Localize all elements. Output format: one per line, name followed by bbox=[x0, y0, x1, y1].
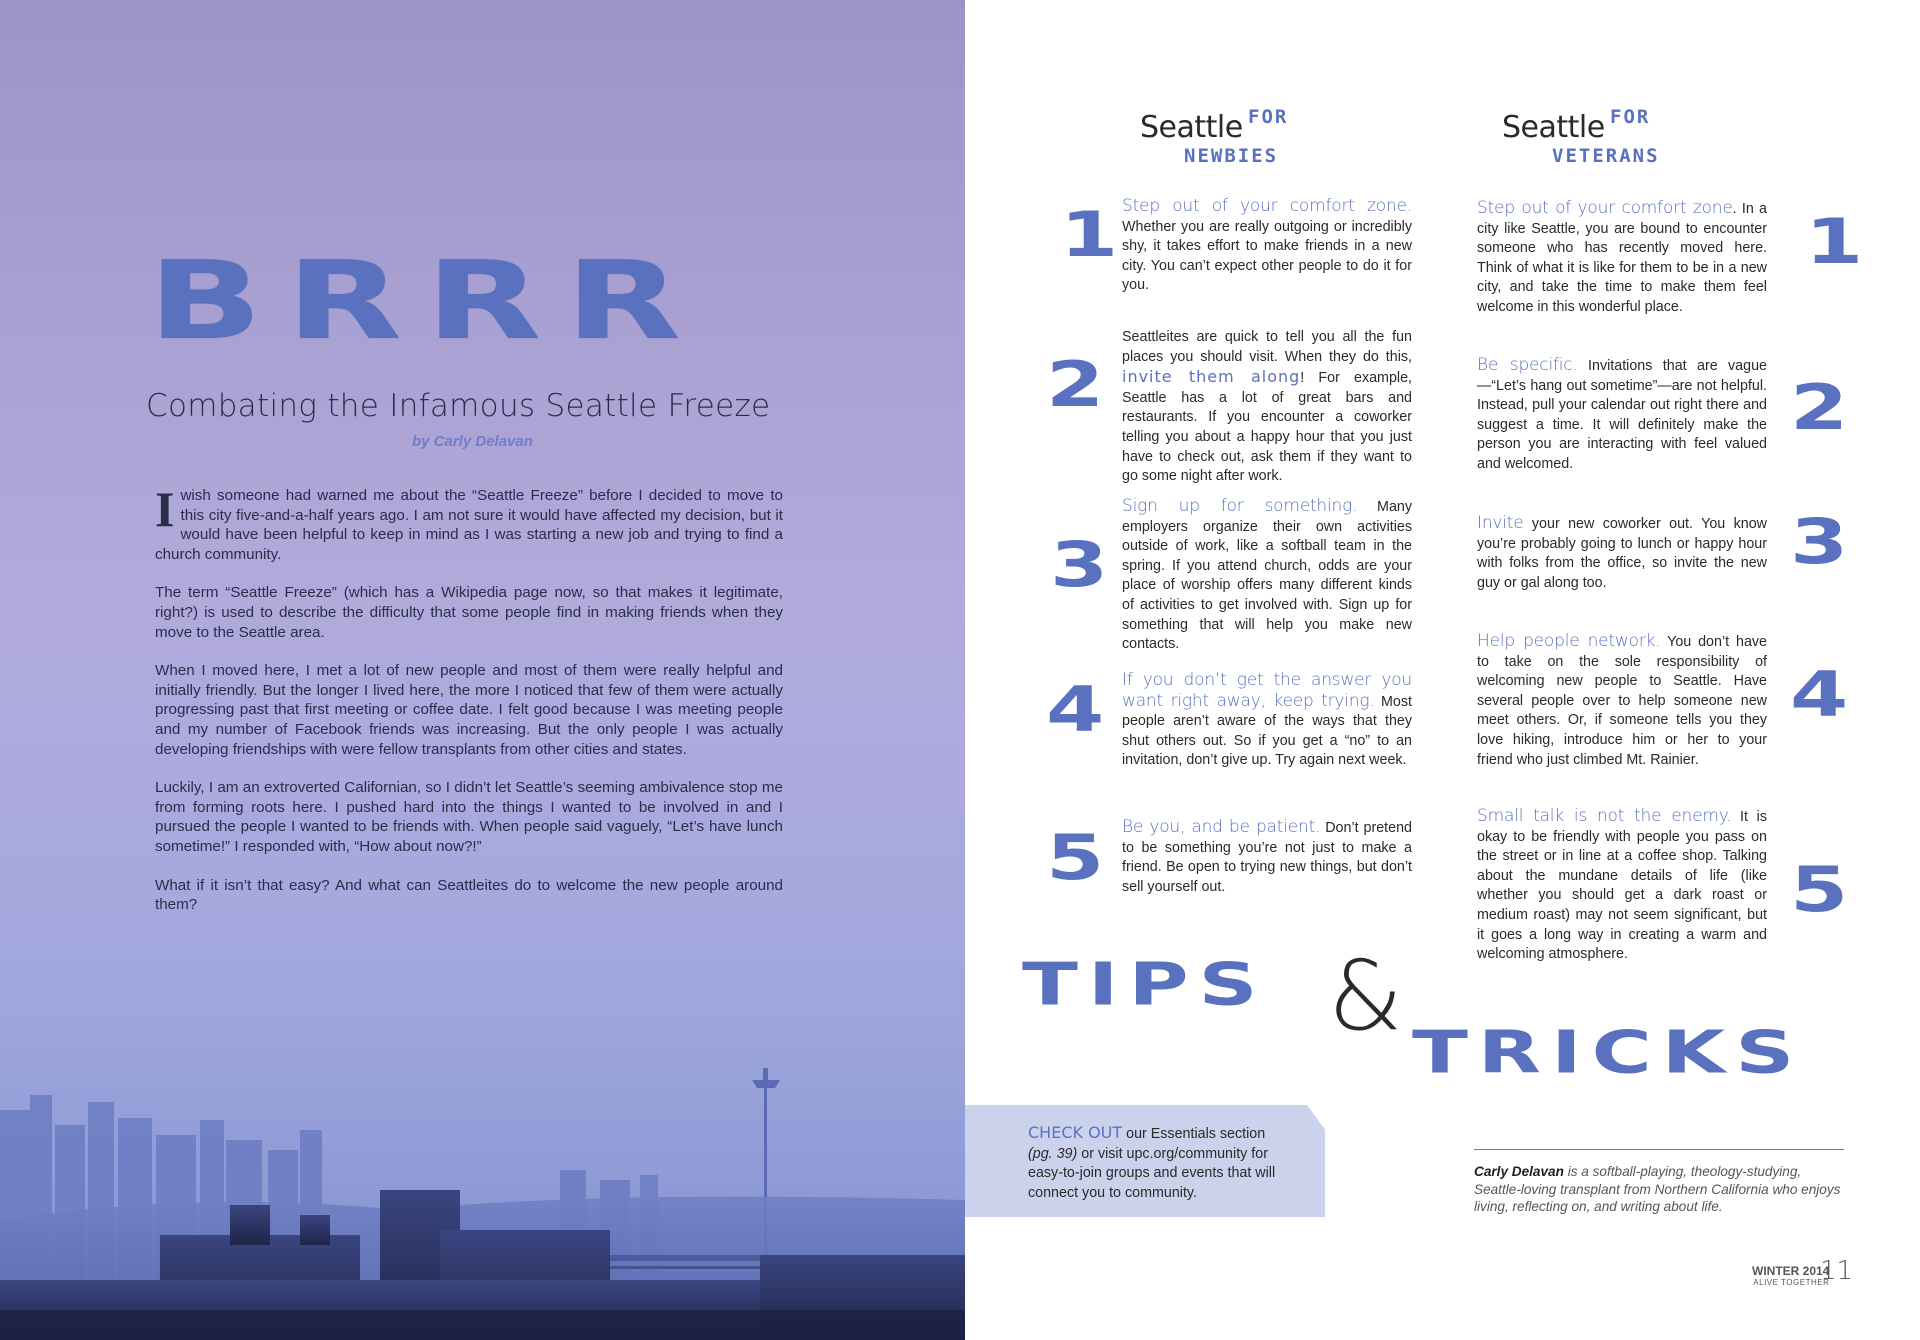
heading-veterans: VETERANS bbox=[1552, 145, 1660, 167]
tip-number: 3 bbox=[1790, 505, 1849, 578]
page-number: 11 bbox=[1820, 1256, 1854, 1286]
veterans-tip: Invite your new coworker out. You know you’re probably going to lunch or happy hour with folks from the office, so invite the new guy or gal along too. bbox=[1477, 513, 1767, 591]
seattle-skyline-photo bbox=[0, 1040, 965, 1340]
tip-number: 2 bbox=[1046, 348, 1105, 421]
heading-seattle: Seattle bbox=[1502, 110, 1605, 145]
veterans-tip: Step out of your comfort zone. In a city like Seattle, you are bound to encounter someone who has recently moved here. Think of what it is like for them to be in a new city, and take the time to make them feel welcome in this wonderful place. bbox=[1477, 198, 1767, 315]
newbies-heading bbox=[1140, 106, 1380, 180]
ampersand: & bbox=[1328, 940, 1403, 1052]
heading-for: FOR bbox=[1248, 106, 1289, 128]
drop-cap: I bbox=[155, 481, 175, 537]
newbies-tip: Seattleites are quick to tell you all the fun places you should visit. When they do this, invite them along! For example, Seattle has a lot of great bars and restaurants. If you encounter a coworker telling you about a happy hour that you just have to check out, ask them if they want to go some night after work. bbox=[1122, 329, 1412, 485]
article-paragraph: When I moved here, I met a lot of new people and most of them were really helpful and initially friendly. But the longer I lived here, the more I noticed that few of them were actually progressing past that first meeting or coffee date. I felt good because I was meeting people and my number of Facebook friends was increasing. But the only people I was actually developing friendships with were fellow transplants from other cities and states. bbox=[155, 662, 783, 758]
veterans-heading bbox=[1502, 106, 1742, 180]
tip-number: 1 bbox=[1060, 198, 1119, 271]
folio-issue: WINTER 2014 ALIVE TOGETHER bbox=[1752, 1264, 1830, 1287]
tip-number: 4 bbox=[1046, 673, 1105, 746]
article-byline: by Carly Delavan bbox=[412, 433, 533, 450]
tip-number: 4 bbox=[1790, 658, 1849, 731]
tip-number: 5 bbox=[1046, 821, 1105, 894]
heading-newbies: NEWBIES bbox=[1184, 145, 1279, 167]
article-paragraph: Luckily, I am an extroverted Californian, so I didn’t let Seattle’s seeming ambivalence stop me from forming roots here. I pushed hard into the things I wanted to be involved in and I pursued the people I wanted to be friends with. When people said vaguely, “Let’s have lunch sometime!” I responded with, “How about now?!” bbox=[155, 779, 783, 855]
bio-divider bbox=[1474, 1149, 1844, 1150]
article-subtitle: Combating the Infamous Seattle Freeze bbox=[146, 388, 771, 424]
article-paragraph: Iwish someone had warned me about the “Seattle Freeze” before I decided to move to this city five-and-a-half years ago. I am not sure it would have affected my decision, but it would have been helpful to keep in mind as I was starting a new job and trying to find a church community. bbox=[155, 481, 783, 563]
article-title: BRRR bbox=[148, 238, 705, 364]
newbies-tip: Sign up for something. Many employers organize their own activities outside of work, like a softball team in the spring. If you attend church, odds are your place of worship offers many different kinds of activities to get involved with. Sign up for something that will help you make new contacts. bbox=[1122, 496, 1412, 653]
author-bio: Carly Delavan is a softball-playing, theology-studying, Seattle-loving transplant from Northern California who enjoys living, reflecting on, and writing about life. bbox=[1474, 1164, 1841, 1215]
veterans-tip: Small talk is not the enemy. It is okay to be friendly with people you pass on the street or in line at a coffee shop. Talking about the mundane details of life (like whether you should get a dark roast or medium roast) may not seem significant, but it goes a long way in creating a warm and welcoming atmosphere. bbox=[1477, 806, 1767, 963]
checkout-callout-text: CHECK OUT our Essentials section (pg. 39) or visit upc.org/community for easy-to-join groups and events that will connect you to community. bbox=[1028, 1123, 1276, 1201]
tip-number: 2 bbox=[1790, 371, 1849, 444]
tip-number: 3 bbox=[1050, 528, 1109, 601]
newbies-tip: Step out of your comfort zone. Whether you are really outgoing or incredibly shy, it takes effort to make friends in a new city. You can’t expect other people to do it for you. bbox=[1122, 196, 1412, 294]
article-body bbox=[155, 481, 783, 934]
tips-heading: TIPS bbox=[1022, 950, 1268, 1020]
tip-number: 5 bbox=[1790, 853, 1849, 926]
article-paragraph: The term “Seattle Freeze” (which has a Wikipedia page now, so that makes it legitimate, right?) is used to describe the difficulty that some people find in making friends when they move to the Seattle area. bbox=[155, 584, 783, 641]
newbies-tip: Be you, and be patient. Don’t pretend to be something you’re not just to make a friend. Be open to trying new things, but don’t sell yourself out. bbox=[1122, 817, 1412, 895]
article-paragraph: What if it isn’t that easy? And what can Seattleites do to welcome the new people around them? bbox=[155, 876, 783, 914]
newbies-tip: If you don’t get the answer you want right away, keep trying. Most people aren’t aware of the ways that they shut others out. So if you get a “no” to an invitation, don’t give up. Try again next week. bbox=[1122, 670, 1412, 769]
veterans-tip: Help people network. You don’t have to take on the sole responsibility of welcoming new people to Seattle. Have several people over to help someone new meet others. Or, if someone tells you they love hiking, introduce him or her to your friend who just climbed Mt. Rainier. bbox=[1477, 631, 1767, 768]
heading-seattle: Seattle bbox=[1140, 110, 1243, 145]
tip-number: 1 bbox=[1805, 205, 1864, 278]
veterans-tip: Be specific. Invitations that are vague—“Let’s hang out sometime”—are not helpful. Instead, pull your calendar out right there and suggest a time. It will definitely make the person you are interacting with feel valued and welcomed. bbox=[1477, 355, 1767, 472]
tricks-heading: TRICKS bbox=[1412, 1018, 1805, 1088]
heading-for: FOR bbox=[1610, 106, 1651, 128]
